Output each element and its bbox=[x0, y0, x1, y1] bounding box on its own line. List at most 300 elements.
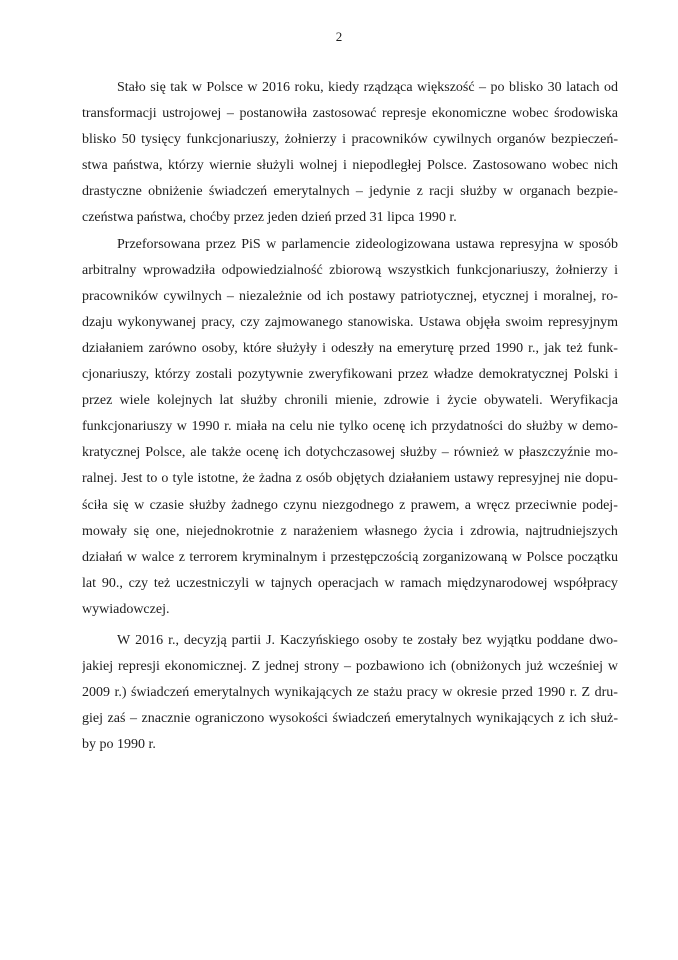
word: też bbox=[566, 340, 583, 356]
text-line bbox=[82, 388, 618, 414]
word: państwa, bbox=[113, 158, 163, 174]
word: r., bbox=[528, 340, 540, 356]
word: działaniem bbox=[82, 340, 144, 356]
word: ich bbox=[283, 445, 301, 461]
word: i bbox=[534, 288, 538, 304]
word: niezgodnego bbox=[322, 497, 394, 513]
word: r.) bbox=[114, 685, 127, 701]
word: kiedy bbox=[328, 80, 360, 95]
word: czy bbox=[240, 314, 260, 330]
word: już bbox=[525, 659, 543, 675]
word: które bbox=[242, 340, 272, 356]
text-line bbox=[82, 153, 618, 179]
word: też bbox=[153, 575, 171, 591]
word: jak bbox=[544, 340, 562, 356]
word: moralnej, bbox=[543, 288, 597, 304]
word: i bbox=[614, 367, 618, 383]
text-line bbox=[82, 571, 618, 597]
text-line bbox=[82, 545, 618, 571]
text-line bbox=[82, 706, 618, 732]
word: zastosować bbox=[312, 106, 377, 122]
word: represyjna bbox=[499, 236, 559, 252]
word: i bbox=[436, 393, 441, 409]
word: bezpie- bbox=[576, 184, 618, 200]
word: własnego bbox=[364, 523, 418, 539]
word: ograniczono bbox=[195, 711, 265, 727]
word: ustawy bbox=[454, 471, 494, 487]
word: działań bbox=[82, 549, 123, 565]
word: o bbox=[161, 471, 169, 487]
word: istotne, bbox=[197, 471, 239, 487]
word: Z bbox=[251, 659, 261, 675]
word: okresie bbox=[456, 685, 498, 701]
paragraph bbox=[82, 232, 618, 623]
word: rządząca bbox=[363, 80, 413, 95]
text-line bbox=[82, 284, 618, 310]
text-line bbox=[82, 75, 618, 101]
word: 2016 bbox=[135, 632, 164, 648]
word: działaniem bbox=[388, 471, 451, 487]
word: bez bbox=[462, 632, 482, 648]
word: funk- bbox=[587, 340, 618, 356]
word: życia bbox=[423, 523, 454, 539]
word: represyjnym bbox=[548, 314, 618, 330]
word: wszystkich bbox=[387, 262, 450, 278]
word: żadna bbox=[258, 471, 292, 487]
word: z bbox=[178, 549, 185, 565]
word: 1990 bbox=[495, 340, 524, 356]
text-line bbox=[82, 232, 618, 258]
word: organach bbox=[519, 184, 571, 200]
word: jedynie bbox=[369, 184, 411, 200]
word: represje bbox=[381, 106, 427, 122]
word: i bbox=[459, 523, 464, 539]
word: funkcjonariuszy, bbox=[186, 132, 280, 148]
word: żadnego bbox=[231, 497, 278, 513]
word: przez bbox=[205, 236, 236, 252]
word: zweryfikowani bbox=[308, 367, 393, 383]
word: świadczeń bbox=[130, 685, 190, 701]
word: represyjnej bbox=[497, 471, 560, 487]
word: W bbox=[117, 632, 131, 648]
word: zideologizowana bbox=[355, 236, 451, 252]
word: demo- bbox=[582, 419, 618, 435]
word: funkcjonariuszy bbox=[82, 419, 173, 435]
word: na bbox=[378, 340, 393, 356]
word: terrorem bbox=[189, 549, 238, 565]
word: dotychczasowej bbox=[305, 445, 396, 461]
word: po bbox=[490, 80, 505, 95]
word: cywilnych bbox=[433, 132, 492, 148]
word: blisko bbox=[508, 80, 544, 95]
word: wręcz bbox=[476, 497, 510, 513]
word: operacjach bbox=[317, 575, 379, 591]
word: latach bbox=[566, 80, 600, 95]
word: współpracy bbox=[553, 575, 618, 591]
word: również bbox=[453, 445, 499, 461]
word: przydatności bbox=[431, 419, 504, 435]
word: dru- bbox=[594, 685, 618, 701]
word: się bbox=[150, 80, 166, 95]
word: wynikających bbox=[476, 711, 554, 727]
word: narażeniem bbox=[293, 523, 358, 539]
word: zarówno bbox=[148, 340, 197, 356]
text-line bbox=[82, 127, 618, 153]
word: ro- bbox=[601, 288, 618, 304]
word: w bbox=[266, 236, 277, 252]
word: odeszły bbox=[331, 340, 374, 356]
word: ustawa bbox=[455, 236, 495, 252]
word: jakiej bbox=[82, 659, 114, 675]
word: r. bbox=[224, 419, 232, 435]
text-line bbox=[82, 310, 618, 336]
word: PiS bbox=[241, 236, 261, 252]
word: obniżenie bbox=[148, 184, 203, 200]
word: najtrudniejszych bbox=[525, 523, 618, 539]
word: 30 bbox=[547, 80, 562, 95]
word: giej bbox=[82, 711, 103, 727]
word: w bbox=[254, 575, 266, 591]
word: w bbox=[567, 419, 578, 435]
word: mo- bbox=[595, 445, 618, 461]
word: wyjątku bbox=[486, 632, 532, 648]
word: Ustawa bbox=[418, 314, 461, 330]
word: w bbox=[503, 445, 514, 461]
text-line bbox=[82, 440, 618, 466]
word: Zastosowano bbox=[472, 158, 547, 174]
word: że bbox=[242, 471, 255, 487]
word: funkcjonariuszy, bbox=[456, 262, 550, 278]
word: ralnej. bbox=[82, 471, 118, 487]
word: z bbox=[280, 523, 287, 539]
word: służby bbox=[400, 445, 437, 461]
word: Polsce. bbox=[426, 158, 468, 174]
word: władze bbox=[433, 367, 474, 383]
word: się bbox=[113, 497, 129, 513]
word: walce bbox=[141, 549, 175, 565]
word: z bbox=[416, 184, 423, 200]
word: w bbox=[191, 80, 202, 95]
word: prawem, bbox=[410, 497, 460, 513]
word: także bbox=[211, 445, 242, 461]
word: dopu- bbox=[585, 471, 618, 487]
word: Przeforsowana bbox=[117, 236, 201, 252]
word: wobec bbox=[551, 158, 589, 174]
word: pozytywnie bbox=[237, 367, 304, 383]
word: podej- bbox=[582, 497, 618, 513]
text-line bbox=[82, 258, 618, 284]
word: drastyczne bbox=[82, 184, 142, 200]
word: one, bbox=[155, 523, 180, 539]
word: a bbox=[464, 497, 471, 513]
word: to bbox=[146, 471, 158, 487]
word: międzynarodowej bbox=[447, 575, 548, 591]
word: kratycznej bbox=[82, 445, 141, 461]
word: postawy bbox=[348, 288, 396, 304]
text-line bbox=[82, 336, 618, 362]
word: w bbox=[134, 497, 145, 513]
word: ocenę bbox=[372, 419, 406, 435]
word: etycznej bbox=[482, 288, 529, 304]
word: tak bbox=[170, 80, 188, 95]
word: poddane bbox=[536, 632, 585, 648]
word: zostały bbox=[417, 632, 458, 648]
word: pozbawiono bbox=[355, 659, 425, 675]
word: służby bbox=[240, 393, 278, 409]
word: i bbox=[342, 132, 347, 148]
word: objęła bbox=[466, 314, 501, 330]
word: wolnej bbox=[299, 158, 338, 174]
word: zdrowia, bbox=[470, 523, 519, 539]
word: 1990 bbox=[191, 419, 220, 435]
word: Weryfikacja bbox=[549, 393, 618, 409]
word: którzy bbox=[167, 158, 204, 174]
word: roku, bbox=[294, 80, 324, 95]
word: Z bbox=[581, 685, 591, 701]
word: cywilnych bbox=[163, 288, 222, 304]
word: stażu bbox=[373, 685, 403, 701]
word: przeciwnie bbox=[515, 497, 577, 513]
word: bezpieczeń- bbox=[551, 132, 618, 148]
word: 2009 bbox=[82, 685, 110, 701]
word: ramach bbox=[400, 575, 442, 591]
paragraph bbox=[82, 75, 618, 232]
word: Polsce bbox=[526, 549, 563, 565]
word: celu bbox=[289, 419, 313, 435]
word: J. bbox=[266, 632, 276, 648]
text-line bbox=[82, 654, 618, 680]
word: sposób bbox=[579, 236, 618, 252]
word: osoby, bbox=[201, 340, 238, 356]
word: czy bbox=[128, 575, 149, 591]
word: wysokości bbox=[268, 711, 328, 727]
word: blisko bbox=[82, 132, 117, 148]
word: większość bbox=[417, 80, 475, 95]
word: pracowników bbox=[82, 288, 159, 304]
word: strony bbox=[304, 659, 340, 675]
document-body bbox=[82, 75, 618, 758]
word: r., bbox=[168, 632, 179, 648]
word: zorganizowaną bbox=[422, 549, 508, 565]
word: ale bbox=[190, 445, 207, 461]
word: przez bbox=[397, 367, 429, 383]
word: r. bbox=[569, 685, 578, 701]
word: mienie, bbox=[335, 393, 377, 409]
word: – bbox=[343, 659, 351, 675]
word: ustrojowej bbox=[162, 106, 222, 122]
word: 90., bbox=[101, 575, 123, 591]
word: przed bbox=[458, 340, 491, 356]
word: zaś bbox=[107, 711, 126, 727]
word: wcześniej bbox=[547, 659, 604, 675]
word: pracowników bbox=[351, 132, 428, 148]
word: w bbox=[511, 549, 522, 565]
word: Polski bbox=[573, 367, 609, 383]
word: początku bbox=[567, 549, 618, 565]
word: emerytalnych bbox=[395, 711, 472, 727]
word: – bbox=[355, 184, 363, 200]
word: kryminalnym bbox=[242, 549, 318, 565]
word: przez bbox=[82, 393, 113, 409]
text-line bbox=[82, 414, 618, 440]
word: patriotycznej, bbox=[400, 288, 478, 304]
word: i bbox=[342, 158, 347, 174]
word: żołnierzy bbox=[284, 132, 337, 148]
word: czynu bbox=[283, 497, 317, 513]
word: parlamencie bbox=[281, 236, 350, 252]
word: stanowiska. bbox=[347, 314, 414, 330]
word: dzaju bbox=[82, 314, 113, 330]
text-line bbox=[82, 362, 618, 388]
word: płaszczyźnie bbox=[518, 445, 591, 461]
word: znacznie bbox=[141, 711, 191, 727]
word: postanowiła bbox=[239, 106, 308, 122]
word: nie bbox=[564, 471, 582, 487]
word: kolejnych bbox=[157, 393, 213, 409]
word: z bbox=[399, 497, 406, 513]
word: – bbox=[479, 80, 487, 95]
word: w bbox=[503, 184, 514, 200]
word: z bbox=[295, 471, 302, 487]
word: zdrowie bbox=[383, 393, 429, 409]
text-line bbox=[82, 179, 618, 205]
word: w bbox=[607, 659, 618, 675]
word: ekonomiczne bbox=[431, 106, 507, 122]
word: ekonomicznej. bbox=[164, 659, 247, 675]
word: emeryturę bbox=[397, 340, 454, 356]
word: stwa bbox=[82, 158, 108, 174]
word: tyle bbox=[172, 471, 194, 487]
word: transformacji bbox=[82, 106, 157, 122]
word: ze bbox=[356, 685, 370, 701]
word: od bbox=[307, 288, 322, 304]
word: w bbox=[563, 236, 574, 252]
word: służ- bbox=[590, 711, 618, 727]
word: Kaczyńskiego bbox=[279, 632, 360, 648]
word: wprowadziła bbox=[142, 262, 216, 278]
text-line bbox=[82, 519, 618, 545]
word: życie bbox=[447, 393, 477, 409]
word: mowały bbox=[82, 523, 128, 539]
word: się bbox=[133, 523, 150, 539]
word: pracy bbox=[406, 685, 438, 701]
word: demokratycznej bbox=[478, 367, 569, 383]
word: Polsce bbox=[206, 80, 243, 95]
word: ich bbox=[326, 288, 344, 304]
word: służby bbox=[526, 419, 563, 435]
word: służyły bbox=[276, 340, 318, 356]
word: swoim bbox=[505, 314, 543, 330]
word: represji bbox=[117, 659, 160, 675]
word: i bbox=[322, 340, 327, 356]
word: partii bbox=[231, 632, 262, 648]
word: tajnych bbox=[270, 575, 313, 591]
word: w bbox=[247, 80, 258, 95]
word: dwo- bbox=[589, 632, 618, 648]
word: – bbox=[441, 445, 449, 461]
word: przestępczością bbox=[330, 549, 419, 565]
word: tylko bbox=[339, 419, 369, 435]
word: służby bbox=[189, 497, 226, 513]
word: i bbox=[614, 262, 618, 278]
word: w bbox=[384, 575, 395, 591]
word: ściła bbox=[82, 497, 108, 513]
word: nie bbox=[317, 419, 335, 435]
word: zostali bbox=[195, 367, 233, 383]
word: wobec bbox=[512, 106, 549, 122]
word: służyli bbox=[256, 158, 294, 174]
word: racji bbox=[429, 184, 454, 200]
word: ich bbox=[429, 659, 447, 675]
word: czasie bbox=[149, 497, 184, 513]
word: nich bbox=[593, 158, 618, 174]
word: do bbox=[507, 419, 522, 435]
word: niejednokrotnie bbox=[186, 523, 274, 539]
word: lat bbox=[219, 393, 234, 409]
text-line bbox=[82, 628, 618, 654]
word: żołnierzy bbox=[555, 262, 608, 278]
word: jednej bbox=[265, 659, 300, 675]
word: ocenę bbox=[246, 445, 279, 461]
word: 50 bbox=[121, 132, 136, 148]
word: Polsce, bbox=[145, 445, 186, 461]
word: świadczeń bbox=[208, 184, 268, 200]
word: przed bbox=[501, 685, 533, 701]
word: wiele bbox=[119, 393, 150, 409]
word: Stało bbox=[117, 80, 146, 95]
word: uczestniczyli bbox=[176, 575, 250, 591]
word: miała bbox=[236, 419, 268, 435]
word: w bbox=[176, 419, 187, 435]
word: Jest bbox=[121, 471, 143, 487]
text-line: wywiadowczej. bbox=[82, 601, 170, 617]
text-line bbox=[82, 466, 618, 492]
word: emerytalnych bbox=[193, 685, 270, 701]
word: arbitralny bbox=[82, 262, 137, 278]
text-line: by po 1990 r. bbox=[82, 737, 156, 753]
word: decyzją bbox=[183, 632, 227, 648]
word: organów bbox=[496, 132, 546, 148]
word: ich bbox=[409, 419, 427, 435]
word: cjonariuszy, bbox=[82, 367, 150, 383]
word: od bbox=[603, 80, 618, 95]
word: w bbox=[442, 685, 453, 701]
word: wykonywanej bbox=[117, 314, 197, 330]
word: niezależnie bbox=[239, 288, 302, 304]
word: te bbox=[402, 632, 413, 648]
word: służby bbox=[460, 184, 497, 200]
word: osób bbox=[305, 471, 333, 487]
word: z bbox=[558, 711, 565, 727]
word: emerytalnych bbox=[273, 184, 350, 200]
word: środowiska bbox=[554, 106, 618, 122]
word: wynikających bbox=[274, 685, 353, 701]
text-line bbox=[82, 101, 618, 127]
word: chronili bbox=[284, 393, 328, 409]
page-number: 2 bbox=[335, 29, 343, 44]
word: 2016 bbox=[261, 80, 290, 95]
word: lat bbox=[82, 575, 96, 591]
word: objętych bbox=[336, 471, 385, 487]
word: tysięcy bbox=[141, 132, 181, 148]
word: zajmowanego bbox=[264, 314, 343, 330]
word: – bbox=[226, 106, 234, 122]
word: – bbox=[129, 711, 137, 727]
word: zbiorową bbox=[329, 262, 382, 278]
word: odpowiedzialność bbox=[221, 262, 323, 278]
word: wiernie bbox=[209, 158, 252, 174]
word: którzy bbox=[154, 367, 191, 383]
